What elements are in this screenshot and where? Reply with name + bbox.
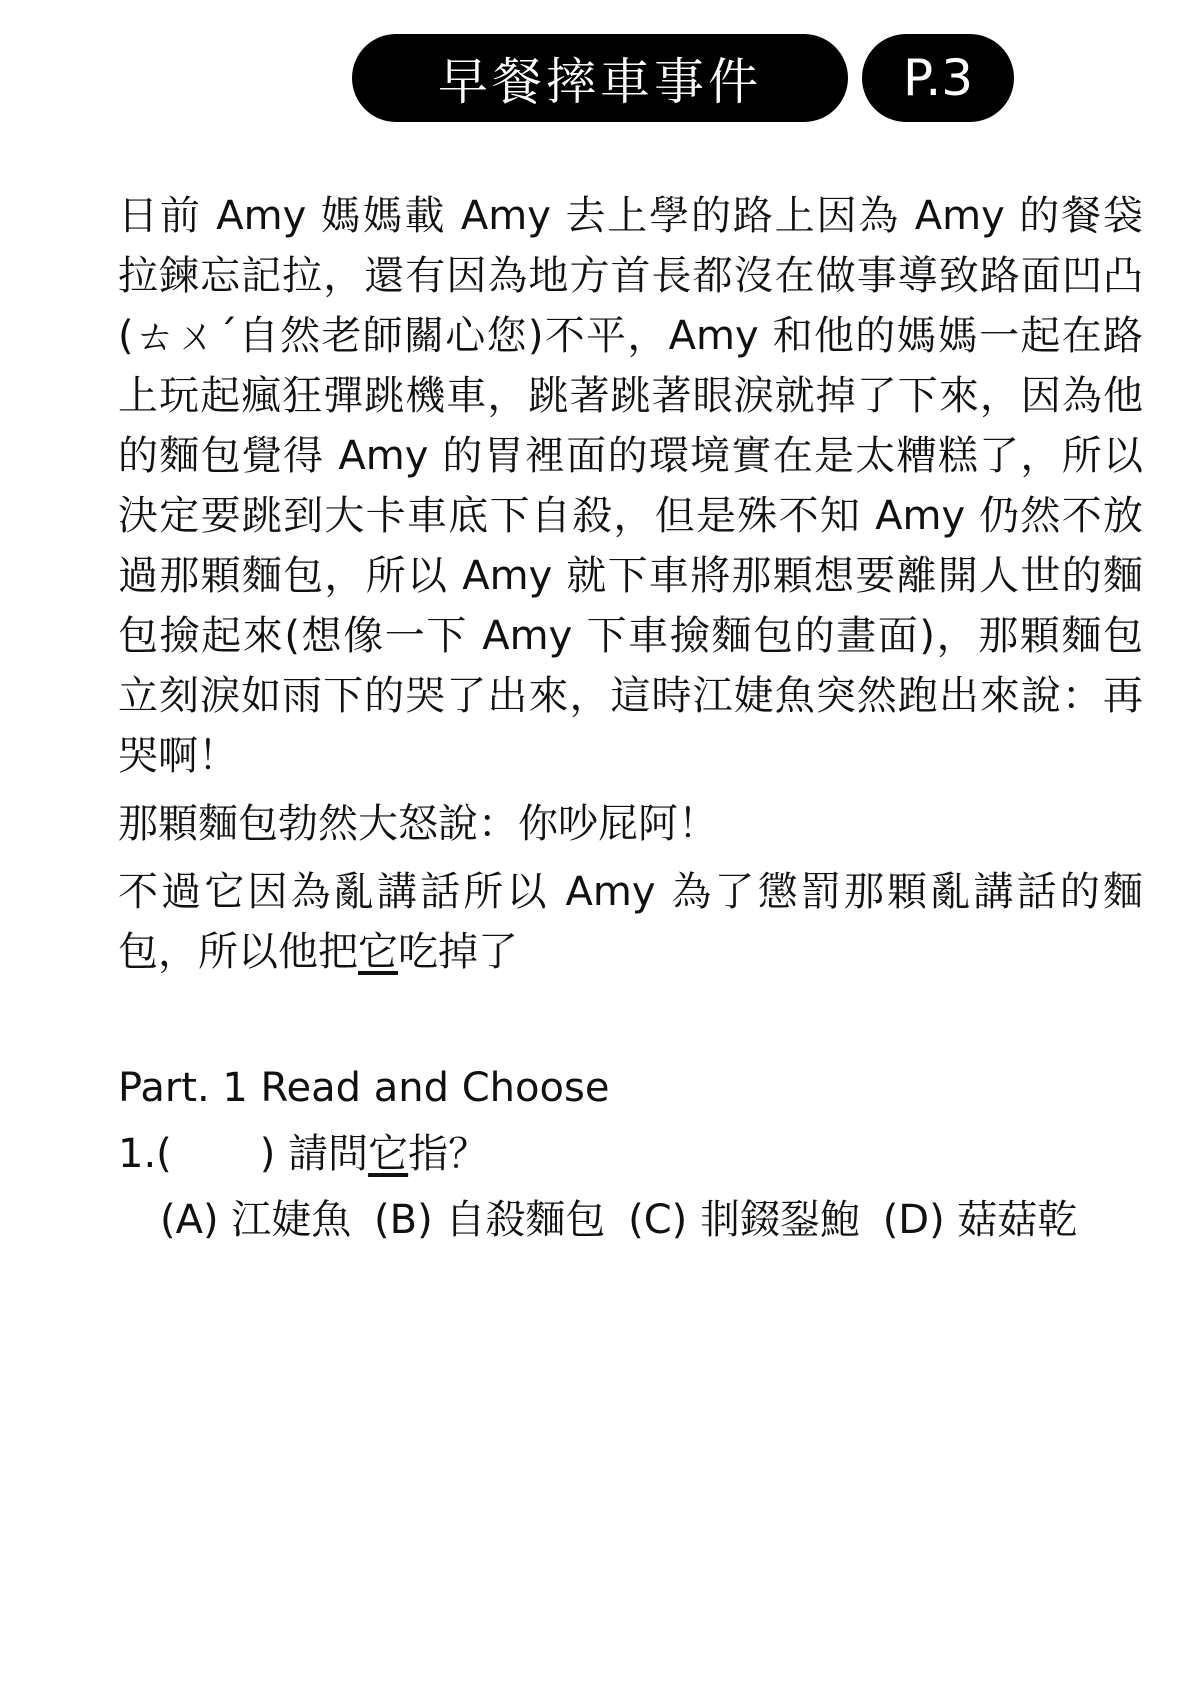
story-paragraph-2: 那顆麵包勃然大怒說：你吵屁阿！ <box>118 801 718 847</box>
story-paragraph-3-text: 不過它因為亂講話所以 Amy 為了懲罰那顆亂講話的麵包，所以他把 <box>118 869 1143 975</box>
option-a-text: 江婕魚 <box>231 1197 352 1243</box>
header <box>0 34 1203 122</box>
story-paragraph-3-end: 吃掉了 <box>398 929 518 975</box>
question-1 <box>118 1124 1143 1184</box>
option-d-label: (D) <box>882 1197 945 1243</box>
question-prompt-end: 指？ <box>408 1131 489 1177</box>
option-b-text: 自殺麵包 <box>445 1197 606 1243</box>
part-title: Part. 1 Read and Choose <box>118 1065 610 1111</box>
option-a-label: (A) <box>160 1197 219 1243</box>
option-d[interactable] <box>883 1197 1078 1243</box>
option-c[interactable] <box>628 1197 860 1243</box>
story-body <box>118 186 1143 990</box>
question-number: 1.( <box>118 1131 172 1177</box>
quiz-section <box>118 1058 1143 1250</box>
option-d-text: 菇菇乾 <box>957 1197 1078 1243</box>
option-c-label: (C) <box>628 1197 688 1243</box>
underlined-pronoun: 它 <box>358 929 398 975</box>
question-underlined-word: 它 <box>368 1131 409 1177</box>
page-title: 早餐摔車事件 <box>352 34 848 122</box>
option-b-label: (B) <box>374 1197 433 1243</box>
option-a[interactable] <box>160 1197 351 1243</box>
answer-options <box>160 1190 1160 1250</box>
option-c-text: 剕錣銐鮑 <box>699 1197 860 1243</box>
story-paragraph-3 <box>118 862 1143 982</box>
question-prompt: ) 請問 <box>259 1131 369 1177</box>
page-number-badge: P.3 <box>862 34 1014 122</box>
option-b[interactable] <box>374 1197 605 1243</box>
story-paragraph-1: 日前 Amy 媽媽載 Amy 去上學的路上因為 Amy 的餐袋拉鍊忘記拉，還有因為地方首長都沒在做事導致路面凹凸(ㄊㄨˊ自然老師關心您)不平，Amy 和他的媽媽一起在路上玩起瘋狂彈跳機車，跳著跳著眼淚就掉了下來，因為他的麵包覺得 Amy 的胃裡面的環境實在是太糟糕了，所以決定要跳到大卡車底下自殺，但是殊不知 Amy 仍然不放過那顆麵包，所以 Amy 就下車將那顆想要離開人世的麵包撿起來(想像一下 Amy 下車撿麵包的畫面)，那顆麵包立刻淚如雨下的哭了出來，這時江婕魚突然跑出來說：再哭啊！ <box>118 193 1143 779</box>
